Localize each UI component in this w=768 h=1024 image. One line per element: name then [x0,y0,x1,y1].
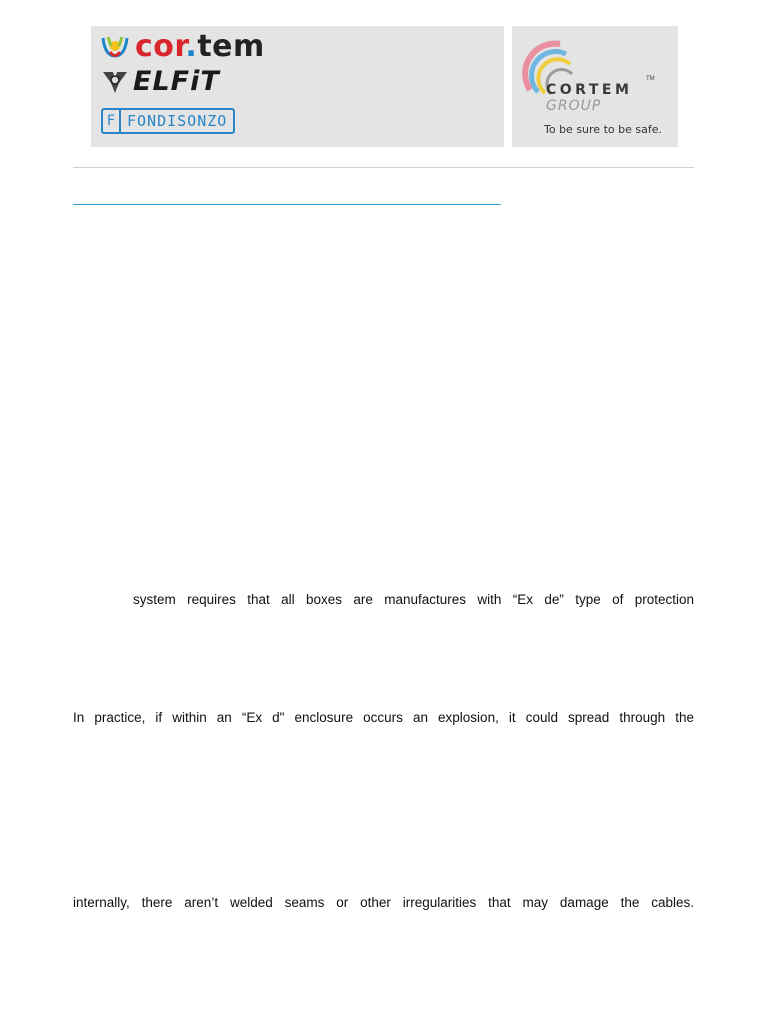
group-wordmark: GROUP [546,98,602,114]
brand-panel [91,26,504,147]
contem-wordmark: cor.tem [135,29,265,64]
cortem-group-panel [512,26,678,147]
fondisonzo-letter: F [103,110,121,132]
group-tagline: To be sure to be safe. [544,123,662,136]
section-rule [73,204,501,205]
body-text-line: internally, there aren’t welded seams or other irregularities that may damage the cables. [73,895,694,910]
cortem-wordmark: CORTEM [546,82,633,98]
fondisonzo-logo [101,108,235,134]
fondisonzo-badge [101,108,235,134]
elfit-emblem-icon [101,69,129,95]
contem-logo [101,29,265,64]
elfit-wordmark: ELFiT [133,66,220,97]
body-text-line: system requires that all boxes are manufactures with “Ex de” type of protection [133,592,694,607]
elfit-logo [101,68,220,95]
header-divider [73,167,694,168]
fondisonzo-wordmark: FONDISONZO [127,112,228,130]
body-text-line: In practice, if within an “Ex d" enclosure occurs an explosion, it could spread through the [73,710,694,725]
contem-emblem-icon [101,34,129,60]
trademark-mark: TM [646,76,655,82]
